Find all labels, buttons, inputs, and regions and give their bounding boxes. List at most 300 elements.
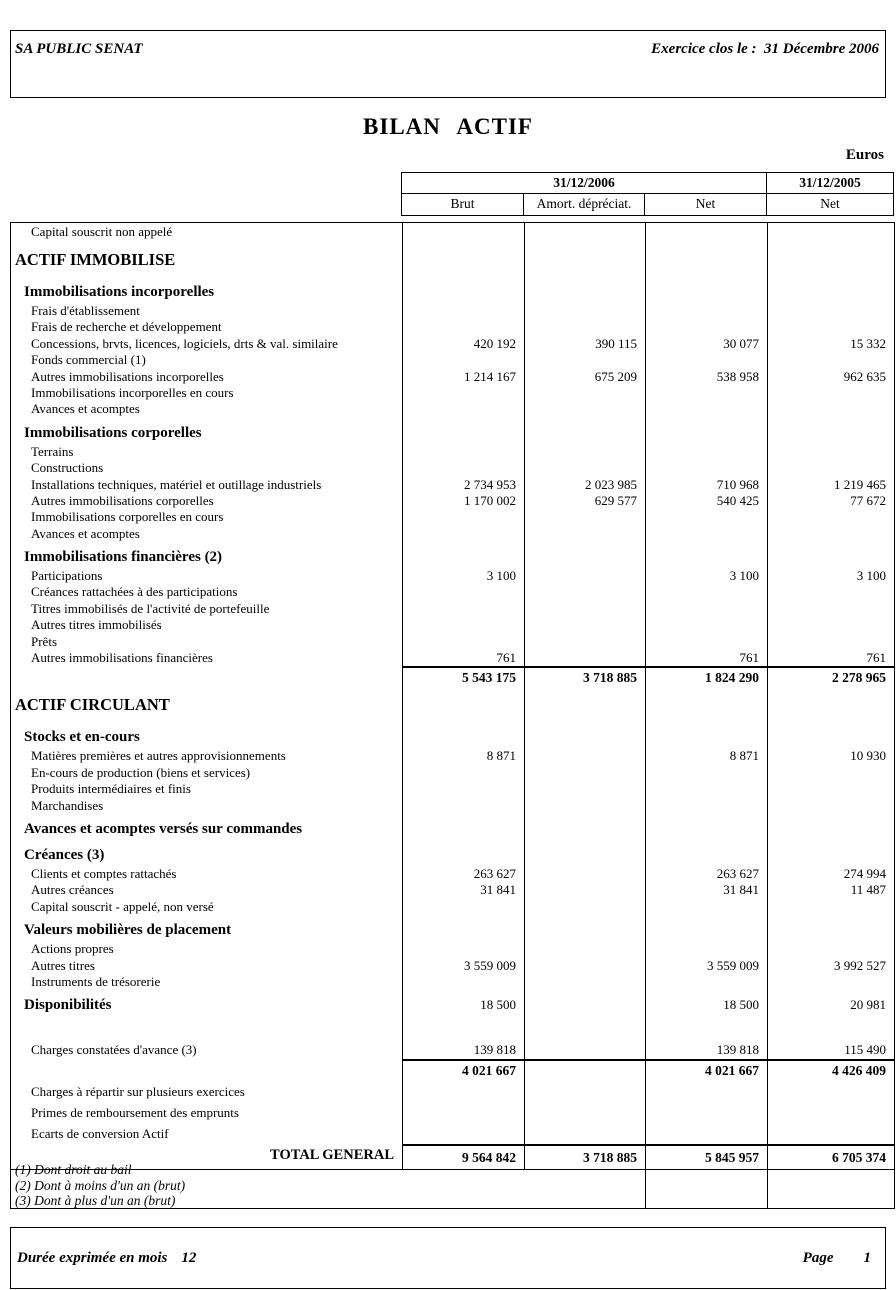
cell-brut [402,352,524,368]
row-label: Valeurs mobilières de placement [24,922,232,939]
footnote-3: (3) Dont à plus d'un an (brut) [15,1193,176,1209]
cell-brut: 139 818 [402,1042,524,1058]
cell-brut: 8 871 [402,748,524,764]
cell-net-previous [767,352,894,368]
row-label: Charges constatées d'avance (3) [31,1042,197,1058]
table-row [11,765,894,781]
footnote-net-cell [645,1161,767,1209]
row-label: Créances rattachées à des participations [31,584,238,600]
cell-net [645,765,767,781]
cell-net-previous [767,584,894,600]
cell-amort-depreciat [524,840,645,866]
cell-net [645,781,767,797]
cell-net: 30 077 [645,336,767,352]
table-row [11,688,894,722]
cell-net [645,243,767,277]
table-row [11,798,894,814]
row-label: Matières premières et autres approvisionnements [31,748,286,764]
column-amort: Amort. dépréciat. [523,194,644,215]
table-row [11,1123,894,1144]
cell-brut [402,385,524,401]
cell-brut [402,814,524,840]
table-row [11,866,894,882]
cell-net-previous [767,223,894,243]
cell-net: 540 425 [645,493,767,509]
cell-net-previous [767,798,894,814]
row-label: Immobilisations financières (2) [24,549,223,566]
cell-brut [402,1102,524,1123]
cell-brut [402,277,524,303]
cell-net [645,814,767,840]
cell-brut [402,401,524,417]
cell-net [645,634,767,650]
cell-amort-depreciat [524,1042,645,1058]
cell-amort-depreciat [524,1123,645,1144]
cell-brut: 3 100 [402,568,524,584]
cell-net-previous: 3 992 527 [767,958,894,974]
cell-brut [402,765,524,781]
cell-brut [402,840,524,866]
cell-amort-depreciat: 390 115 [524,336,645,352]
cell-net-previous [767,277,894,303]
cell-net-previous [767,1102,894,1123]
cell-amort-depreciat [524,319,645,335]
table-row [11,444,894,460]
cell-brut [402,460,524,476]
cell-net [645,385,767,401]
table-row [11,899,894,915]
cell-net-previous: 6 705 374 [767,1144,894,1169]
cell-net [645,444,767,460]
cell-net-previous [767,601,894,617]
row-label: Actions propres [31,941,114,957]
cell-net-previous [767,460,894,476]
column-header-dates [402,173,893,194]
cell-brut [402,319,524,335]
cell-net-previous [767,634,894,650]
row-label: Capital souscrit non appelé [31,224,173,239]
cell-brut [402,798,524,814]
cell-brut: 1 170 002 [402,493,524,509]
cell-net: 18 500 [645,990,767,1016]
cell-net-previous [767,542,894,568]
cell-net-previous [767,401,894,417]
cell-net: 1 824 290 [645,666,767,688]
row-label: Créances (3) [24,846,105,863]
row-label [11,666,402,688]
table-row [11,418,894,444]
cell-net-previous [767,814,894,840]
cell-net: 710 968 [645,477,767,493]
table-row [11,1016,894,1042]
cell-net: 139 818 [645,1042,767,1058]
table-row [11,748,894,764]
column-group-current: 31/12/2006 [402,173,766,194]
table-row [11,336,894,352]
table-row [11,974,894,990]
cell-net-previous: 20 981 [767,990,894,1016]
cell-brut [402,584,524,600]
cell-amort-depreciat [524,634,645,650]
row-label: Constructions [31,460,104,476]
footnote-net-previous-cell [767,1161,894,1209]
table-row [11,1081,894,1102]
cell-brut [402,526,524,542]
cell-net-previous: 4 426 409 [767,1059,894,1081]
row-label: Primes de remboursement des emprunts [31,1104,239,1120]
cell-amort-depreciat [524,584,645,600]
table-row [11,650,894,666]
table-body [10,222,895,1170]
row-label: En-cours de production (biens et services) [31,764,251,780]
cell-net [645,526,767,542]
row-label: Fonds commercial (1) [31,352,146,368]
cell-net-previous [767,444,894,460]
cell-brut [402,509,524,525]
cell-brut [402,303,524,319]
cell-net [645,1081,767,1102]
cell-amort-depreciat: 2 023 985 [524,477,645,493]
row-label: Autres immobilisations corporelles [31,492,214,508]
cell-brut [402,974,524,990]
table-row [11,840,894,866]
row-label: Autres immobilisations incorporelles [31,368,224,384]
table-row [11,401,894,417]
table-row [11,568,894,584]
row-label: Immobilisations corporelles en cours [31,509,224,525]
cell-brut: 263 627 [402,866,524,882]
row-label: Autres immobilisations financières [31,650,213,666]
row-label: Charges à répartir sur plusieurs exercices [31,1083,245,1099]
cell-net: 31 841 [645,882,767,898]
cell-brut: 1 214 167 [402,369,524,385]
row-label: Marchandises [31,797,104,813]
cell-brut: 18 500 [402,990,524,1016]
table-row [11,542,894,568]
footnote-2: (2) Dont à moins d'un an (brut) [15,1177,186,1193]
cell-net-previous: 11 487 [767,882,894,898]
cell-amort-depreciat [524,1102,645,1123]
cell-net-previous: 15 332 [767,336,894,352]
cell-amort-depreciat [524,882,645,898]
table-row [11,352,894,368]
cell-amort-depreciat [524,915,645,941]
row-label: Produits intermédiaires et finis [31,781,191,797]
cell-net-previous [767,915,894,941]
cell-net [645,688,767,722]
cell-net [645,509,767,525]
cell-brut: 761 [402,650,524,666]
cell-brut [402,243,524,277]
row-label: Participations [31,568,103,584]
cell-net [645,418,767,444]
cell-net [645,542,767,568]
cell-net [645,840,767,866]
table-row [11,1059,894,1081]
cell-amort-depreciat [524,601,645,617]
cell-net-previous [767,418,894,444]
cell-net-previous [767,941,894,957]
cell-brut [402,915,524,941]
table-row [11,223,894,243]
table-row [11,781,894,797]
cell-brut [402,1123,524,1144]
table-row [11,666,894,688]
cell-brut [402,601,524,617]
row-label: Autres créances [31,882,114,898]
cell-net-previous: 77 672 [767,493,894,509]
row-label: Installations techniques, matériel et outillage industriels [31,476,322,492]
duration-value: 12 [181,1250,197,1266]
row-label: Prêts [31,633,57,649]
cell-net: 263 627 [645,866,767,882]
row-label: Immobilisations incorporelles [24,284,215,300]
cell-amort-depreciat: 3 718 885 [524,666,645,688]
cell-brut: 9 564 842 [402,1144,524,1169]
cell-net-previous [767,526,894,542]
cell-net-previous: 1 219 465 [767,477,894,493]
cell-net [645,941,767,957]
cell-net: 5 845 957 [645,1144,767,1169]
cell-amort-depreciat [524,650,645,666]
currency-label: Euros [845,147,884,163]
cell-net [645,319,767,335]
cell-net-previous: 115 490 [767,1042,894,1058]
cell-brut [402,781,524,797]
cell-amort-depreciat [524,941,645,957]
cell-brut: 31 841 [402,882,524,898]
cell-net-previous [767,688,894,722]
cell-amort-depreciat [524,385,645,401]
cell-net [645,1123,767,1144]
table-row [11,385,894,401]
cell-net-previous [767,1016,894,1042]
cell-amort-depreciat [524,722,645,748]
cell-brut [402,899,524,915]
table-row [11,990,894,1016]
cell-net-previous [767,385,894,401]
page-label: Page [802,1250,834,1266]
cell-amort-depreciat [524,460,645,476]
cell-net: 3 559 009 [645,958,767,974]
cell-net-previous: 761 [767,650,894,666]
cell-net [645,899,767,915]
cell-amort-depreciat [524,277,645,303]
row-label [11,1016,402,1042]
cell-net: 4 021 667 [645,1059,767,1081]
cell-net [645,915,767,941]
cell-amort-depreciat [524,866,645,882]
table-row [11,722,894,748]
table-row [11,477,894,493]
cell-amort-depreciat: 629 577 [524,493,645,509]
cell-brut [402,688,524,722]
page-number [803,1250,871,1267]
cell-amort-depreciat [524,899,645,915]
cell-amort-depreciat [524,958,645,974]
row-label: Avances et acomptes [31,525,140,541]
column-group-previous: 31/12/2005 [766,173,893,194]
cell-amort-depreciat [524,798,645,814]
table-column-header [401,172,894,216]
cell-net-previous [767,899,894,915]
table-row [11,617,894,633]
row-label: ACTIF CIRCULANT [15,695,170,715]
row-label: Avances et acomptes versés sur commandes [24,820,303,837]
table-row [11,526,894,542]
page-footer-box [10,1227,886,1289]
cell-net-previous [767,243,894,277]
duration-label: Durée exprimée en mois [17,1250,168,1266]
row-label: Stocks et en-cours [24,729,140,746]
row-label: Instruments de trésorerie [31,973,161,989]
cell-net-previous [767,722,894,748]
exercise-close-date: Exercice clos le : 31 Décembre 2006 [651,41,879,57]
row-label: Disponibilités [24,997,112,1014]
row-label: TOTAL GENERAL [270,1146,394,1163]
row-label: Ecarts de conversion Actif [31,1125,169,1141]
cell-net: 3 100 [645,568,767,584]
cell-net-previous: 3 100 [767,568,894,584]
cell-net: 761 [645,650,767,666]
cell-net-previous [767,1123,894,1144]
cell-net-previous [767,840,894,866]
column-net: Net [644,194,766,215]
row-label: Frais d'établissement [31,303,140,318]
row-label: Capital souscrit - appelé, non versé [31,898,214,914]
cell-net [645,1102,767,1123]
cell-net [645,401,767,417]
cell-net [645,601,767,617]
cell-net-previous [767,617,894,633]
cell-brut [402,617,524,633]
cell-amort-depreciat [524,688,645,722]
cell-net-previous [767,974,894,990]
cell-amort-depreciat [524,568,645,584]
table-row [11,941,894,957]
table-row [11,584,894,600]
table-row [11,277,894,303]
cell-brut [402,941,524,957]
cell-net: 8 871 [645,748,767,764]
cell-amort-depreciat [524,352,645,368]
column-header-measures [402,194,893,215]
table-row [11,303,894,319]
row-label [11,1059,402,1081]
cell-brut: 3 559 009 [402,958,524,974]
row-label: Immobilisations corporelles [24,424,202,441]
cell-amort-depreciat [524,617,645,633]
table-row [11,509,894,525]
cell-net [645,722,767,748]
cell-net-previous: 962 635 [767,369,894,385]
cell-net: 538 958 [645,369,767,385]
cell-net-previous: 10 930 [767,748,894,764]
row-label: Immobilisations incorporelles en cours [31,384,234,400]
cell-amort-depreciat [524,526,645,542]
row-label: Avances et acomptes [31,401,140,417]
row-label: Terrains [31,443,74,459]
cell-brut [402,722,524,748]
cell-amort-depreciat [524,1059,645,1081]
cell-net [645,303,767,319]
cell-amort-depreciat [524,1016,645,1042]
cell-amort-depreciat [524,542,645,568]
row-label: Autres titres immobilisés [31,617,162,633]
cell-net-previous: 2 278 965 [767,666,894,688]
cell-amort-depreciat [524,418,645,444]
cell-brut: 4 021 667 [402,1059,524,1081]
company-name: SA PUBLIC SENAT [15,41,143,57]
row-label: Titres immobilisés de l'activité de portefeuille [31,600,270,616]
cell-brut: 5 543 175 [402,666,524,688]
cell-amort-depreciat [524,243,645,277]
cell-brut: 2 734 953 [402,477,524,493]
footnotes-box [10,1161,895,1209]
cell-net-previous [767,765,894,781]
table-row [11,460,894,476]
cell-amort-depreciat [524,748,645,764]
cell-net [645,223,767,243]
row-label: Concessions, brvts, licences, logiciels, drts & val. similaire [31,335,338,351]
cell-brut: 420 192 [402,336,524,352]
table-row [11,319,894,335]
cell-amort-depreciat [524,974,645,990]
cell-brut [402,418,524,444]
cell-net [645,798,767,814]
row-label: Frais de recherche et développement [31,319,222,335]
column-net-previous: Net [766,194,893,215]
cell-net [645,277,767,303]
cell-amort-depreciat [524,765,645,781]
cell-amort-depreciat [524,990,645,1016]
page-value: 1 [863,1250,871,1266]
cell-brut [402,444,524,460]
table-row [11,882,894,898]
cell-net-previous [767,509,894,525]
row-label: Clients et comptes rattachés [31,865,177,881]
cell-net-previous [767,319,894,335]
cell-net [645,617,767,633]
table-row [11,1102,894,1123]
table-row [11,634,894,650]
table-row [11,915,894,941]
table-row [11,493,894,509]
cell-amort-depreciat [524,401,645,417]
cell-brut [402,634,524,650]
cell-amort-depreciat [524,303,645,319]
table-row [11,369,894,385]
cell-net-previous [767,303,894,319]
cell-amort-depreciat [524,814,645,840]
cell-net [645,974,767,990]
cell-net [645,1016,767,1042]
cell-amort-depreciat: 3 718 885 [524,1144,645,1169]
cell-brut [402,223,524,243]
cell-brut [402,542,524,568]
column-brut: Brut [450,196,475,211]
cell-amort-depreciat: 675 209 [524,369,645,385]
cell-amort-depreciat [524,781,645,797]
table-row [11,958,894,974]
table-row [11,814,894,840]
cell-amort-depreciat [524,223,645,243]
table-row [11,601,894,617]
cell-net [645,460,767,476]
cell-net-previous [767,781,894,797]
cell-amort-depreciat [524,1081,645,1102]
row-label: Autres titres [31,957,95,973]
